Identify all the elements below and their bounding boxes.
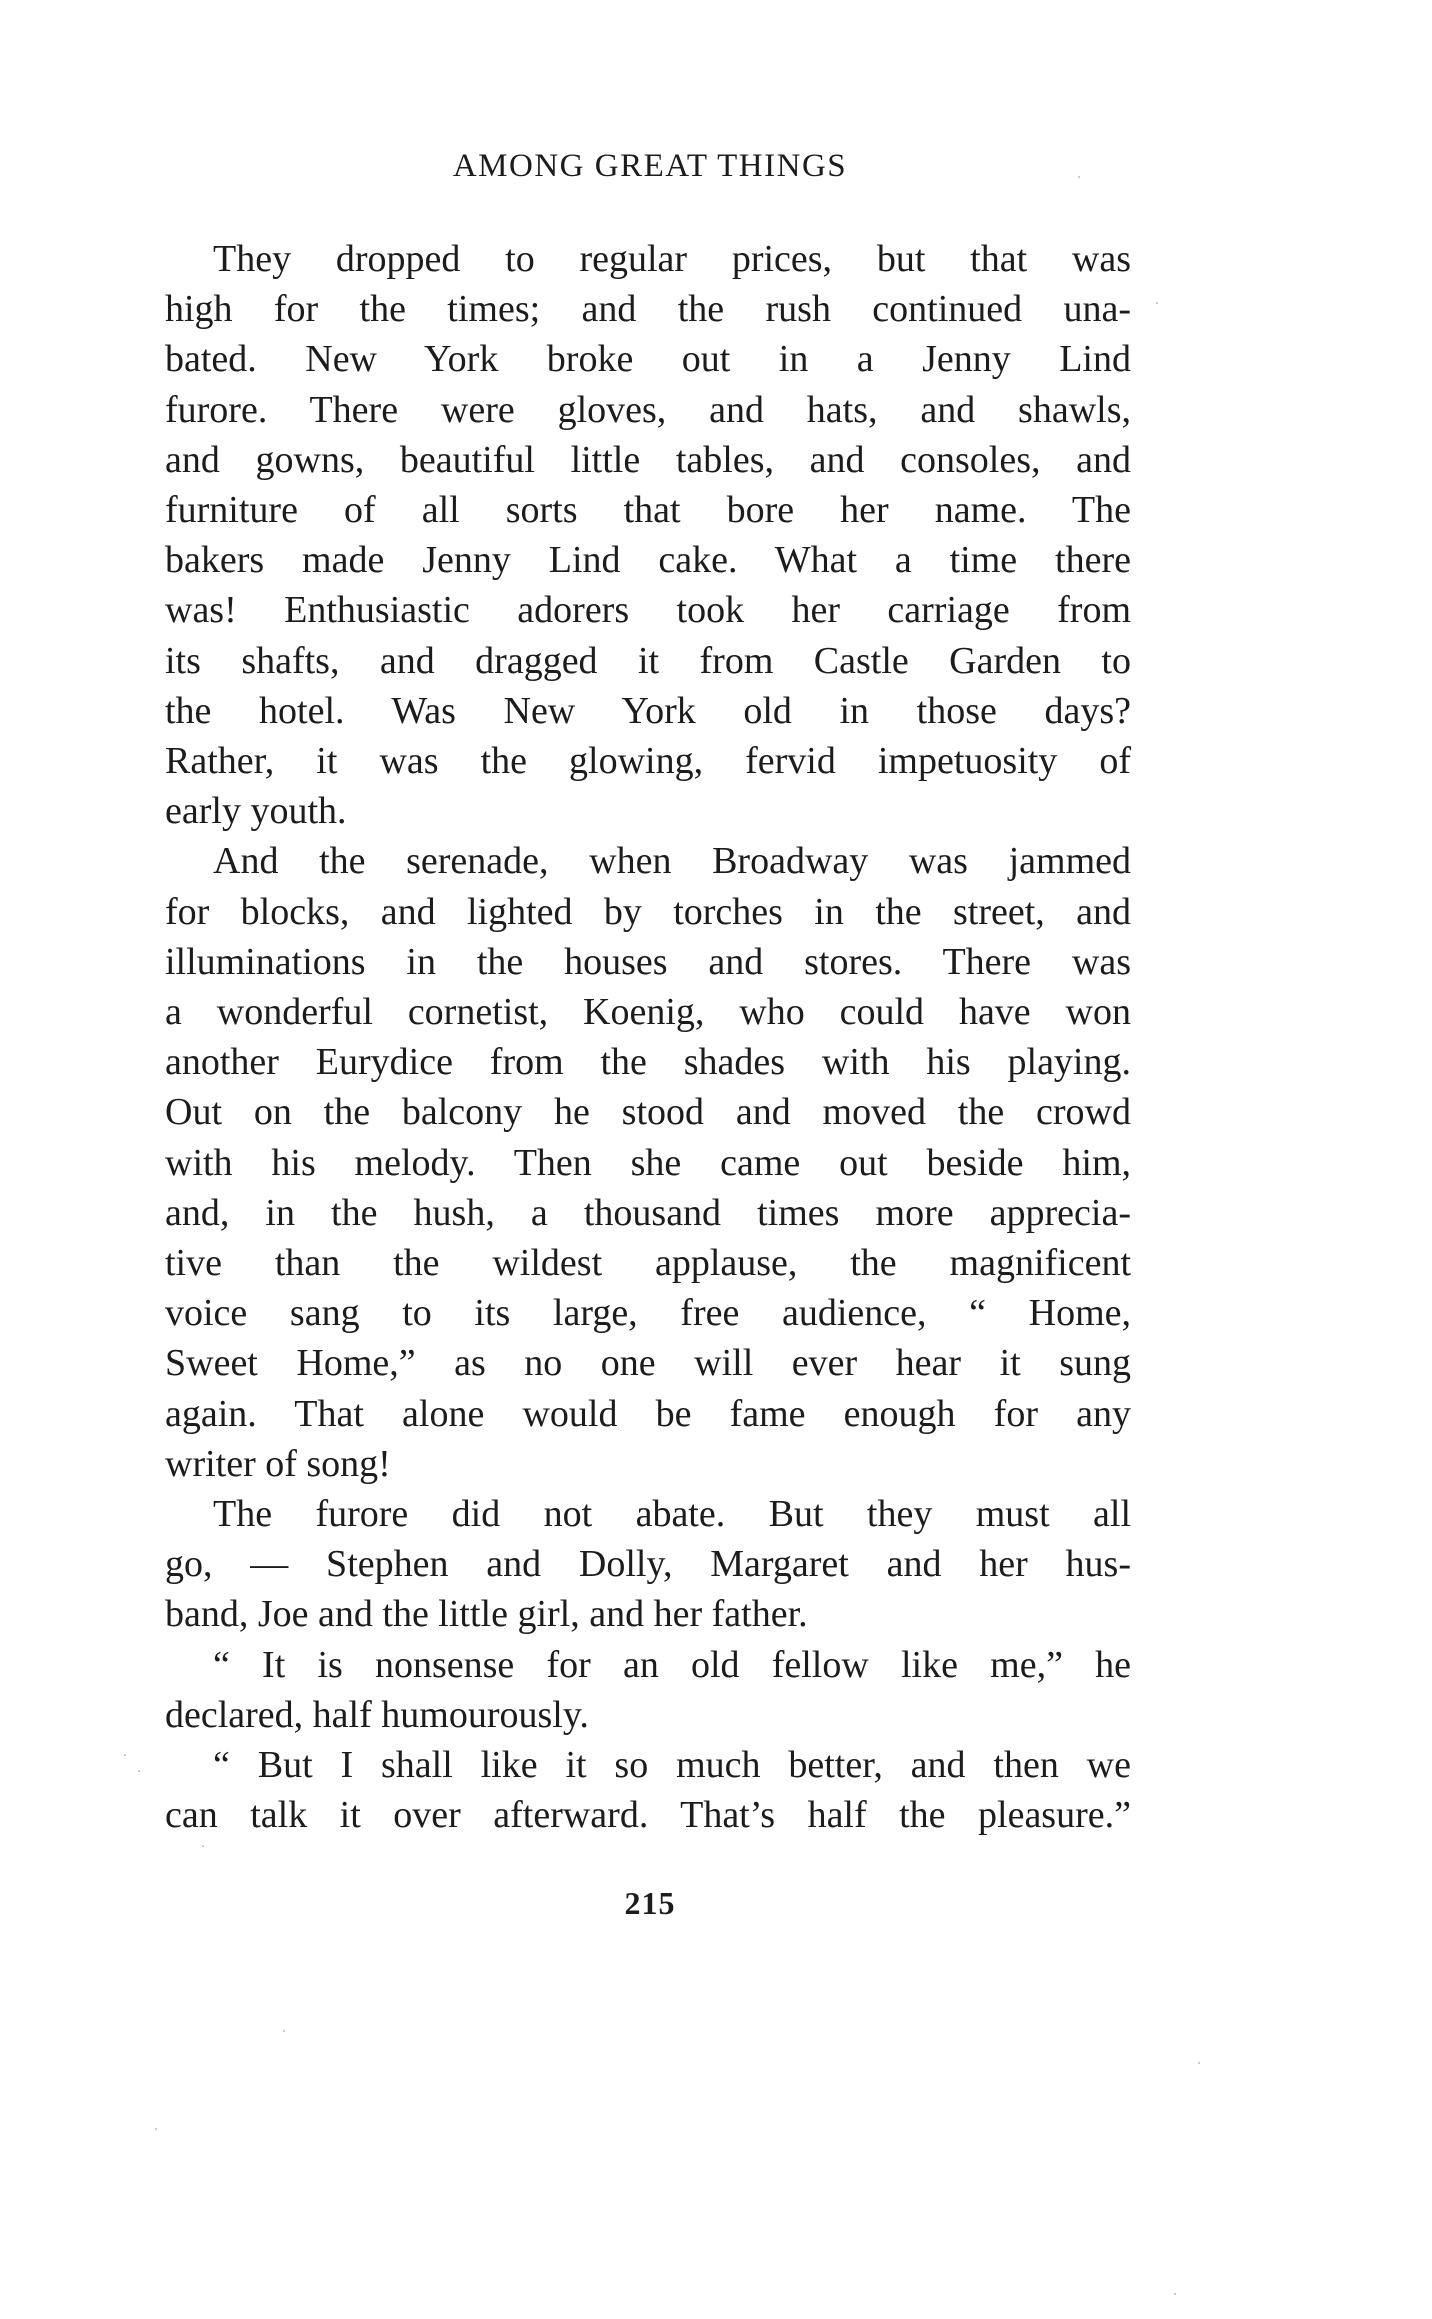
paper-speck bbox=[1156, 302, 1158, 304]
text-line: high for the times; and the rush continued una- bbox=[165, 288, 1131, 331]
text-line: its shafts, and dragged it from Castle Garden to bbox=[165, 639, 1131, 682]
text-line: The furore did not abate. But they must all bbox=[213, 1493, 1131, 1536]
text-line: again. That alone would be fame enough for any bbox=[165, 1392, 1131, 1435]
paper-speck bbox=[1078, 176, 1080, 178]
text-line: early youth. bbox=[165, 790, 347, 833]
paragraph bbox=[165, 234, 1131, 836]
text-line: and gowns, beautiful little tables, and consoles, and bbox=[165, 438, 1131, 481]
text-line: can talk it over afterward. That’s half the pleasure.” bbox=[165, 1794, 1131, 1837]
text-line: tive than the wildest applause, the magnificent bbox=[165, 1242, 1131, 1285]
running-head: AMONG GREAT THINGS bbox=[452, 148, 848, 184]
text-line: writer of song! bbox=[165, 1442, 391, 1485]
text-line: and, in the hush, a thousand times more apprecia- bbox=[165, 1191, 1131, 1234]
paragraph bbox=[165, 836, 1131, 1489]
text-line: bakers made Jenny Lind cake. What a time there bbox=[165, 539, 1131, 582]
text-line: And the serenade, when Broadway was jammed bbox=[213, 840, 1131, 883]
text-line: “ It is nonsense for an old fellow like me,” he bbox=[213, 1643, 1131, 1686]
text-line: the hotel. Was New York old in those days? bbox=[165, 689, 1131, 732]
paragraph bbox=[165, 1740, 1131, 1840]
text-line: voice sang to its large, free audience, “ Home, bbox=[165, 1292, 1131, 1335]
paragraph bbox=[165, 1640, 1131, 1740]
paper-speck bbox=[155, 2128, 157, 2130]
text-line: go, — Stephen and Dolly, Margaret and her hus- bbox=[165, 1543, 1131, 1586]
text-line: Out on the balcony he stood and moved the crowd bbox=[165, 1091, 1131, 1134]
text-line: another Eurydice from the shades with his playing. bbox=[165, 1041, 1131, 1084]
page-number: 215 bbox=[624, 1885, 676, 1921]
paper-speck bbox=[1198, 2062, 1200, 2064]
text-line: Sweet Home,” as no one will ever hear it sung bbox=[165, 1342, 1131, 1385]
text-line: for blocks, and lighted by torches in the street, and bbox=[165, 890, 1131, 933]
paper-speck bbox=[283, 2030, 285, 2032]
text-line: bated. New York broke out in a Jenny Lind bbox=[165, 338, 1131, 381]
text-line: with his melody. Then she came out beside him, bbox=[165, 1141, 1131, 1184]
text-line: band, Joe and the little girl, and her father. bbox=[165, 1593, 808, 1636]
paper-speck bbox=[138, 1770, 140, 1772]
body-text bbox=[165, 234, 1131, 1841]
paper-speck bbox=[124, 1754, 126, 1756]
paragraph bbox=[165, 1489, 1131, 1640]
text-line: a wonderful cornetist, Koenig, who could have won bbox=[165, 991, 1131, 1034]
text-line: illuminations in the houses and stores. There was bbox=[165, 940, 1131, 983]
text-line: was! Enthusiastic adorers took her carriage from bbox=[165, 589, 1131, 632]
paper-speck bbox=[1174, 2293, 1176, 2295]
text-line: declared, half humourously. bbox=[165, 1693, 589, 1736]
text-line: Rather, it was the glowing, fervid impetuosity of bbox=[165, 740, 1131, 783]
text-line: furore. There were gloves, and hats, and shawls, bbox=[165, 388, 1131, 431]
text-line: furniture of all sorts that bore her name. The bbox=[165, 489, 1131, 532]
text-line: They dropped to regular prices, but that was bbox=[213, 238, 1131, 280]
text-line: “ But I shall like it so much better, and then we bbox=[213, 1744, 1131, 1787]
paper-speck bbox=[202, 1845, 204, 1847]
